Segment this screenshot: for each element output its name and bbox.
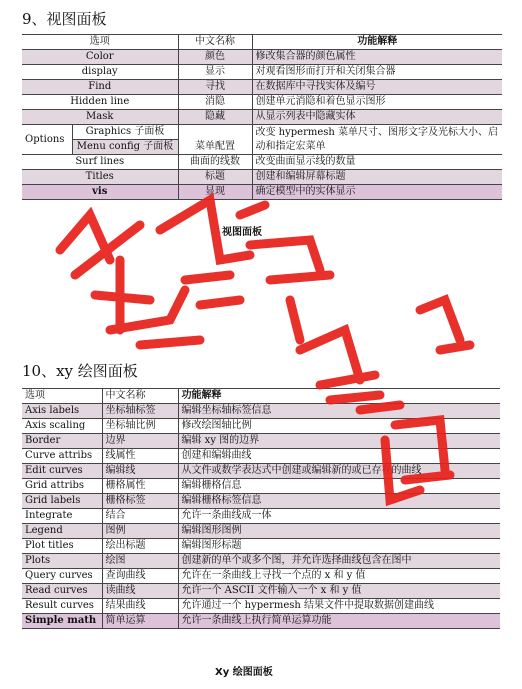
table-row (22, 110, 502, 125)
table-row (22, 434, 500, 449)
table-row (22, 569, 500, 584)
desc-cell: 允许一个 ASCII 文件输入一个 x 和 y 值 (178, 584, 500, 599)
desc-cell: 确定模型中的实体显示 (252, 185, 502, 200)
view-panel-table (22, 34, 502, 200)
cn-cell: 结果曲线 (102, 599, 178, 614)
cn-cell: 绘图 (102, 554, 178, 569)
cn-cell: 查询曲线 (102, 569, 178, 584)
option-cell: Axis labels (22, 404, 102, 419)
col-header-cn: 中文名称 (102, 389, 178, 404)
options-desc: 改变 hypermesh 菜单尺寸、图形文字及光标大小、启动和指定宏菜单 (252, 125, 502, 155)
desc-cell: 编辑栅格信息 (178, 479, 500, 494)
cn-cell: 显示 (178, 65, 252, 80)
table-row (22, 419, 500, 434)
cn-cell: 坐标轴标签 (102, 404, 178, 419)
cn-cell: 结合 (102, 509, 178, 524)
cn-cell: 寻找 (178, 80, 252, 95)
cn-cell: 绘出标题 (102, 539, 178, 554)
xy-panel-caption: Xy 绘图面板 (215, 667, 273, 678)
table-row (22, 170, 502, 185)
table-row (22, 50, 502, 65)
cn-cell: 标题 (178, 170, 252, 185)
table-row (22, 494, 500, 509)
option-cell: Color (22, 50, 178, 65)
table-row (22, 524, 500, 539)
cn-cell: 栅格标签 (102, 494, 178, 509)
desc-cell: 创建和编辑曲线 (178, 449, 500, 464)
table-row (22, 95, 502, 110)
cn-cell: 边界 (102, 434, 178, 449)
desc-cell: 编辑图形图例 (178, 524, 500, 539)
option-cell: Border (22, 434, 102, 449)
desc-cell: 从文件或数学表达式中创建或编辑新的或已存在的曲线 (178, 464, 500, 479)
desc-cell: 编辑栅格标签信息 (178, 494, 500, 509)
table-row (22, 509, 500, 524)
option-cell: Legend (22, 524, 102, 539)
xy-panel-table (22, 388, 500, 629)
section10-heading: 10、xy 绘图面板 (22, 362, 138, 380)
view-panel-caption: 视图面板 (222, 227, 262, 238)
cn-cell: 消隐 (178, 95, 252, 110)
cn-cell: 读曲线 (102, 584, 178, 599)
desc-cell: 编辑 xy 图的边界 (178, 434, 500, 449)
option-cell: Simple math (22, 614, 102, 629)
cn-cell: 简单运算 (102, 614, 178, 629)
desc-cell: 允许通过一个 hypermesh 结果文件中提取数据创建曲线 (178, 599, 500, 614)
table-row (22, 539, 500, 554)
option-cell: Grid labels (22, 494, 102, 509)
desc-cell: 改变曲面显示线的数量 (252, 155, 502, 170)
table-row (22, 404, 500, 419)
cn-cell: 图例 (102, 524, 178, 539)
desc-cell: 创建新的单个或多个图，并允许选择曲线包含在图中 (178, 554, 500, 569)
option-cell: Titles (22, 170, 178, 185)
desc-cell: 对观看图形而打开和关闭集合器 (252, 65, 502, 80)
desc-cell: 创建和编辑屏幕标题 (252, 170, 502, 185)
table-row (22, 464, 500, 479)
table-row (22, 479, 500, 494)
cn-cell: 曲面的线数 (178, 155, 252, 170)
cn-cell: 颜色 (178, 50, 252, 65)
option-cell: Hidden line (22, 95, 178, 110)
desc-cell: 创建单元消隐和着色显示图形 (252, 95, 502, 110)
section9-heading: 9、视图面板 (22, 10, 107, 28)
option-cell: Read curves (22, 584, 102, 599)
desc-cell: 在数据库中寻找实体及编号 (252, 80, 502, 95)
table-row (22, 584, 500, 599)
table-row (22, 65, 502, 80)
cn-cell: 隐藏 (178, 110, 252, 125)
cn-cell: 编辑线 (102, 464, 178, 479)
desc-cell: 修改绘图轴比例 (178, 419, 500, 434)
table-row (22, 155, 502, 170)
cn-cell: 显现 (178, 185, 252, 200)
option-cell: Curve attribs (22, 449, 102, 464)
cn-cell: 线属性 (102, 449, 178, 464)
option-cell: display (22, 65, 178, 80)
desc-cell: 允许一条曲线成一体 (178, 509, 500, 524)
options-sub-menu: Menu config 子面板 (72, 140, 178, 155)
col-header-desc: 功能解释 (178, 389, 500, 404)
options-row (22, 125, 502, 140)
desc-cell: 修改集合器的颜色属性 (252, 50, 502, 65)
option-cell: Query curves (22, 569, 102, 584)
option-cell: Integrate (22, 509, 102, 524)
options-sub-graphics: Graphics 子面板 (72, 125, 178, 140)
header-row (22, 35, 502, 50)
desc-cell: 允许一条曲线上执行简单运算功能 (178, 614, 500, 629)
table-row (22, 449, 500, 464)
desc-cell: 编辑图形标题 (178, 539, 500, 554)
option-cell: Result curves (22, 599, 102, 614)
options-cn: 菜单配置 (178, 125, 252, 155)
desc-cell: 编辑坐标轴标签信息 (178, 404, 500, 419)
table-row (22, 599, 500, 614)
option-cell: Plot titles (22, 539, 102, 554)
option-cell: Edit curves (22, 464, 102, 479)
options-label: Options (22, 125, 72, 155)
option-cell: Surf lines (22, 155, 178, 170)
cn-cell: 坐标轴比例 (102, 419, 178, 434)
col-header-cn: 中文名称 (178, 35, 252, 50)
desc-cell: 从显示列表中隐藏实体 (252, 110, 502, 125)
col-header-option: 选项 (22, 35, 178, 50)
desc-cell: 允许在一条曲线上寻找一个点的 x 和 y 值 (178, 569, 500, 584)
header-row (22, 389, 500, 404)
table-row (22, 80, 502, 95)
table-row (22, 185, 502, 200)
option-cell: Plots (22, 554, 102, 569)
table-row (22, 614, 500, 629)
option-cell: vis (22, 185, 178, 200)
col-header-option: 选项 (22, 389, 102, 404)
col-header-desc: 功能解释 (252, 35, 502, 50)
option-cell: Grid attribs (22, 479, 102, 494)
option-cell: Axis scaling (22, 419, 102, 434)
option-cell: Mask (22, 110, 178, 125)
table-row (22, 554, 500, 569)
cn-cell: 栅格属性 (102, 479, 178, 494)
option-cell: Find (22, 80, 178, 95)
